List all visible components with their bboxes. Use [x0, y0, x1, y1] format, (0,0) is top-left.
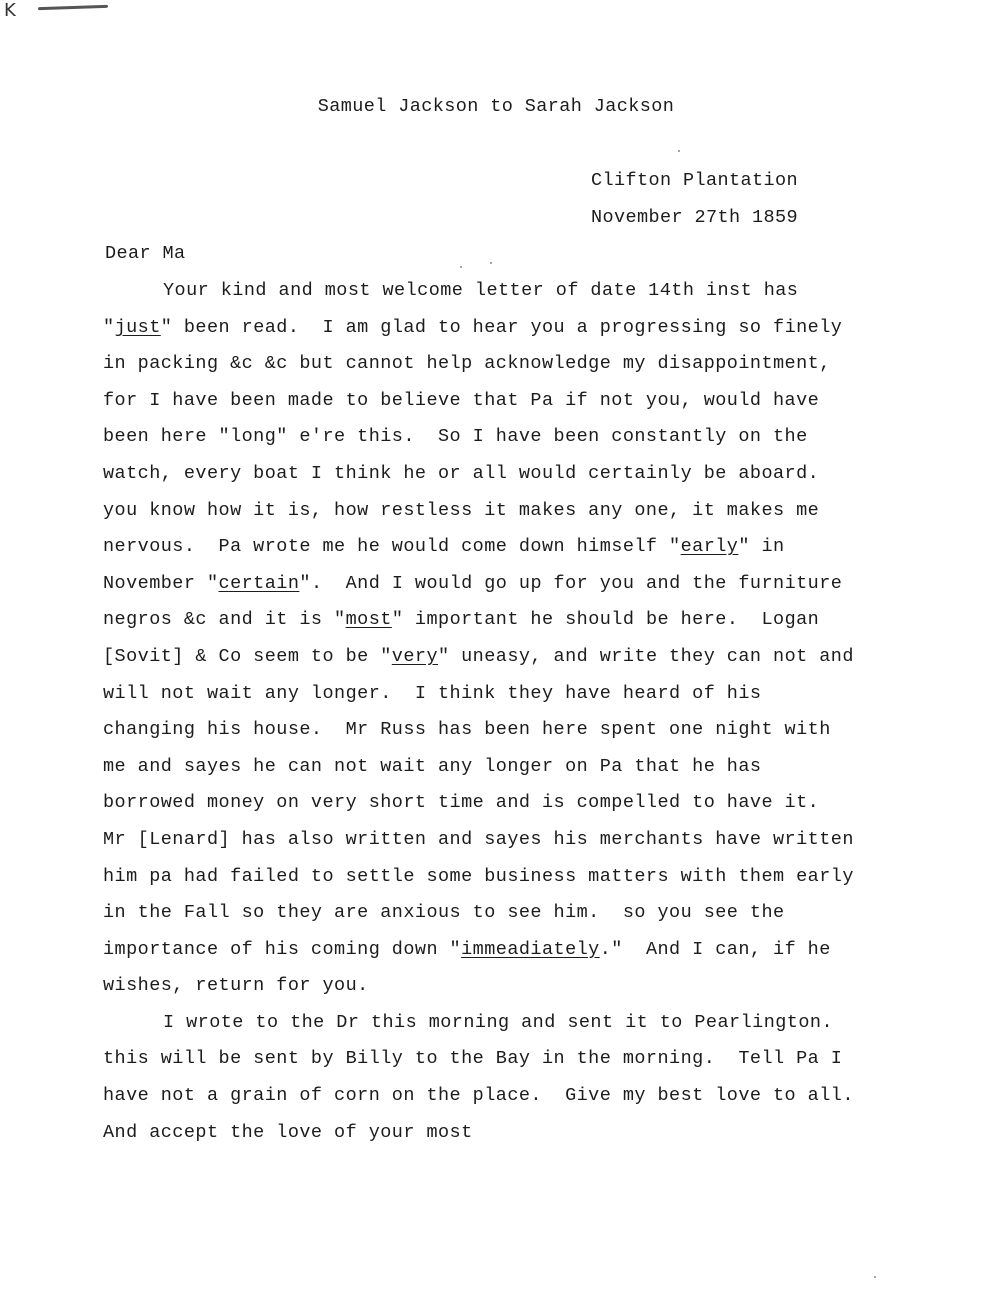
underlined-word: early [680, 536, 739, 558]
letter-line [103, 390, 923, 427]
letter-line [103, 317, 923, 354]
line-text: ." And I can, if he [599, 938, 831, 960]
letter-line [103, 463, 923, 500]
letter-line [103, 792, 923, 829]
line-text: borrowed money on very short time and is compelled to have it. [103, 792, 820, 814]
letter-line [103, 353, 923, 390]
underlined-word: immeadiately [461, 938, 600, 960]
line-text: Your kind and most welcome letter of date 14th inst has [163, 280, 799, 301]
letter-line [103, 609, 923, 646]
line-text: negros &c and it is " [103, 609, 346, 631]
letter-line [103, 902, 923, 939]
line-text: " uneasy, and write they can not and [438, 645, 854, 667]
letter-line [103, 536, 923, 573]
letter-line [103, 1048, 923, 1085]
line-text: ". And I would go up for you and the furniture [299, 572, 843, 594]
salutation: Dear Ma [105, 243, 186, 264]
speck [874, 1276, 876, 1278]
line-text: will not wait any longer. I think they have heard of his [103, 682, 762, 704]
speck [678, 150, 680, 152]
letter-title: Samuel Jackson to Sarah Jackson [317, 96, 675, 117]
line-text: been here "long" e're this. So I have been constantly on the [103, 426, 808, 448]
underlined-word: most [345, 609, 392, 631]
letter-line [103, 646, 923, 683]
underlined-word: very [391, 645, 439, 667]
letter-line [103, 939, 923, 976]
line-text: watch, every boat I think he or all would certainly be aboard. [103, 462, 820, 484]
letter-line [103, 500, 923, 537]
line-text: me and sayes he can not wait any longer on Pa that he has [103, 755, 762, 777]
letter-date: November 27th 1859 [591, 207, 799, 228]
line-text: I wrote to the Dr this morning and sent it to Pearlington. [163, 1011, 834, 1033]
letter-body [103, 280, 923, 1158]
line-text: this will be sent by Billy to the Bay in the morning. Tell Pa I [103, 1048, 843, 1070]
letter-line [103, 573, 923, 610]
line-text: " been read. I am glad to hear you a progressing so finely [160, 316, 843, 338]
line-text: you know how it is, how restless it makes any one, it makes me [103, 499, 820, 521]
letter-line [103, 829, 923, 866]
letter-line [103, 280, 923, 317]
line-text: nervous. Pa wrote me he would come down himself " [103, 536, 681, 558]
letter-place: Clifton Plantation [591, 170, 799, 191]
letter-line [103, 866, 923, 903]
speck [490, 262, 492, 264]
underlined-word: certain [218, 572, 300, 594]
line-text: importance of his coming down " [103, 938, 462, 960]
line-text: And accept the love of your most [103, 1121, 473, 1143]
line-text: have not a grain of corn on the place. Give my best love to all. [103, 1085, 854, 1107]
line-text: wishes, return for you. [103, 975, 369, 997]
pen-stroke [38, 5, 108, 10]
line-text: " [103, 316, 115, 338]
line-text: Mr [Lenard] has also written and sayes his merchants have written [103, 828, 854, 850]
speck [460, 266, 462, 268]
letter-line [103, 426, 923, 463]
letter-line [103, 683, 923, 720]
letter-line [103, 1122, 923, 1159]
line-text: [Sovit] & Co seem to be " [103, 645, 392, 667]
line-text: " important he should be here. Logan [391, 609, 820, 631]
line-text: for I have been made to believe that Pa if not you, would have [103, 389, 820, 411]
corner-mark: K [4, 0, 16, 21]
line-text: changing his house. Mr Russ has been here spent one night with [103, 719, 831, 741]
letter-line [103, 1012, 923, 1049]
letter-line [103, 1085, 923, 1122]
line-text: him pa had failed to settle some business matters with them early [103, 865, 854, 887]
line-text: in the Fall so they are anxious to see him. so you see the [103, 902, 785, 924]
line-text: in packing &c &c but cannot help acknowledge my disappointment, [103, 353, 831, 375]
letter-line [103, 975, 923, 1012]
line-text: November " [103, 572, 219, 594]
letter-line [103, 719, 923, 756]
letter-line [103, 756, 923, 793]
line-text: " in [738, 536, 785, 558]
underlined-word: just [114, 316, 161, 338]
